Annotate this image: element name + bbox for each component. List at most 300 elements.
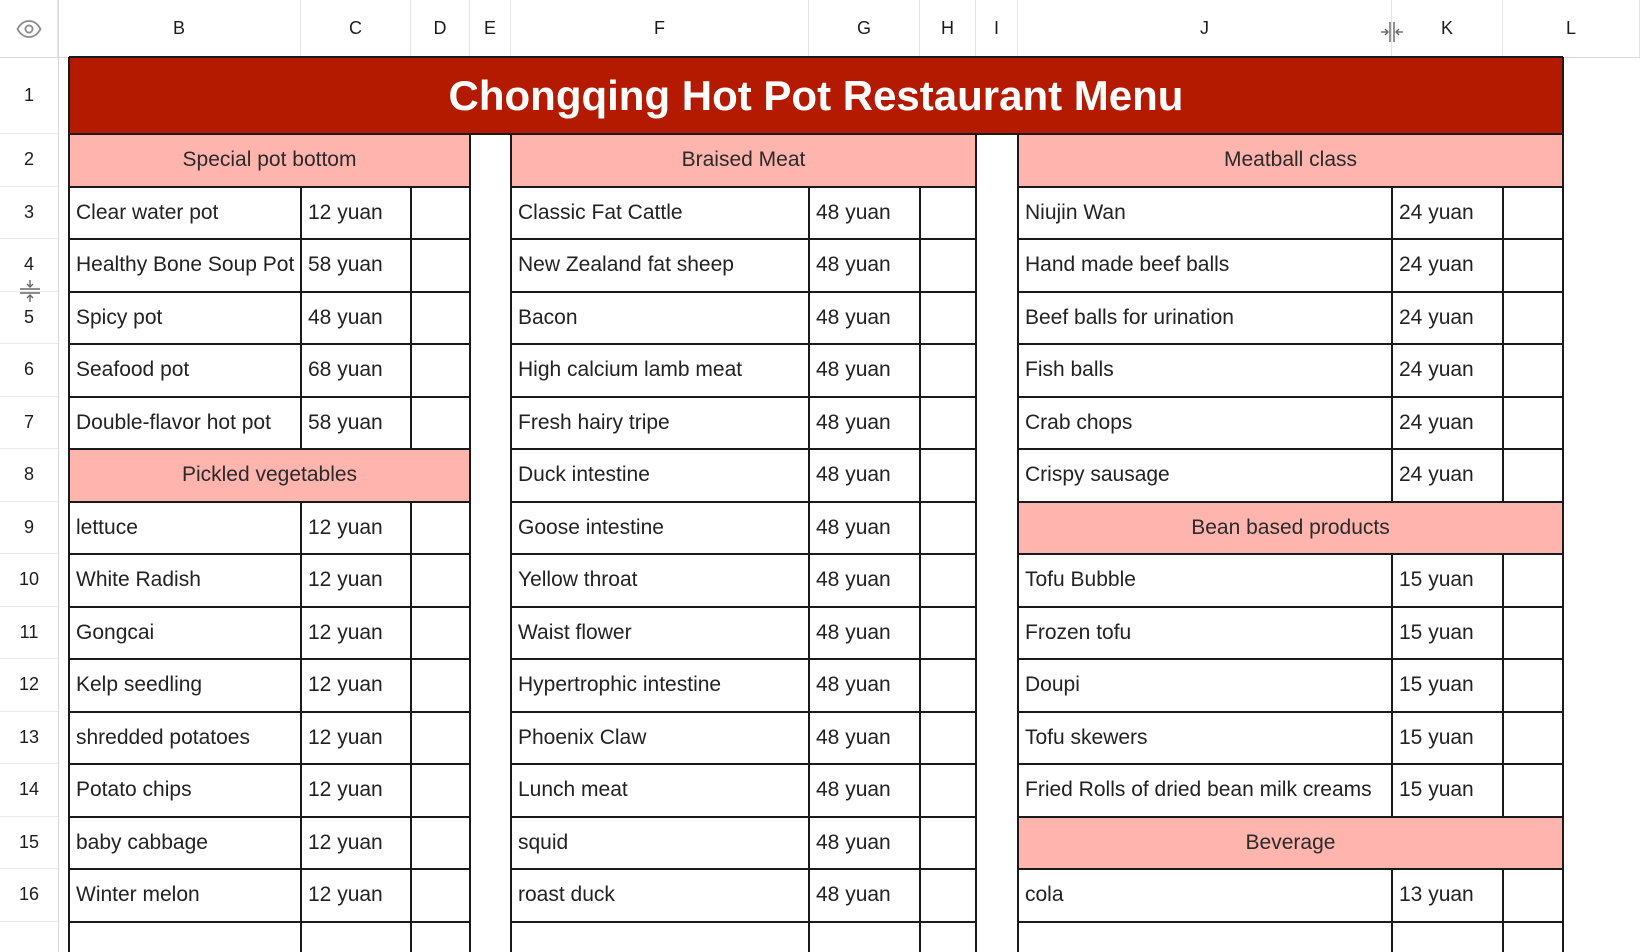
menu-item-price[interactable] xyxy=(301,712,411,765)
menu-item-name-text: Goose intestine xyxy=(518,515,664,539)
grid-line xyxy=(511,921,976,923)
grid-line xyxy=(300,187,302,450)
menu-item-name[interactable] xyxy=(511,344,809,397)
empty-cell[interactable] xyxy=(920,397,976,450)
empty-cell[interactable] xyxy=(1503,187,1563,240)
menu-item-price-text: 48 yuan xyxy=(816,200,891,224)
menu-item-price[interactable] xyxy=(1392,292,1503,345)
menu-item-name-text: Tofu skewers xyxy=(1025,725,1148,749)
menu-item-price-text: 12 yuan xyxy=(308,620,383,644)
menu-item-name-text: Hand made beef balls xyxy=(1025,253,1230,277)
grid-line xyxy=(511,606,976,608)
menu-item-price-text: 48 yuan xyxy=(816,305,891,329)
menu-item-price-text: 48 yuan xyxy=(816,883,891,907)
menu-item-name-text: Frozen tofu xyxy=(1025,620,1132,644)
section-header-special-pot-bottom[interactable] xyxy=(69,134,470,187)
menu-title-cell[interactable] xyxy=(69,57,1563,134)
grid-line xyxy=(69,186,470,188)
section-header-bean-based-products-text: Bean based products xyxy=(1191,515,1390,539)
menu-item-price-text: 48 yuan xyxy=(816,620,891,644)
menu-item-price[interactable] xyxy=(301,554,411,607)
empty-cell[interactable] xyxy=(411,344,470,397)
menu-item-price-text: 24 yuan xyxy=(1399,410,1474,434)
empty-cell[interactable] xyxy=(1503,239,1563,292)
empty-cell[interactable] xyxy=(1503,869,1563,922)
menu-item-price[interactable] xyxy=(301,869,411,922)
menu-item-name-text: Potato chips xyxy=(76,778,192,802)
menu-item-price[interactable] xyxy=(1392,554,1503,607)
menu-item-price[interactable] xyxy=(809,659,920,712)
menu-item-price[interactable] xyxy=(301,659,411,712)
row-header-15[interactable]: 15 xyxy=(0,817,58,870)
menu-item-price[interactable] xyxy=(1392,659,1503,712)
menu-item-name-text: Waist flower xyxy=(518,620,632,644)
grid-line xyxy=(69,238,470,240)
menu-item-price-text: 48 yuan xyxy=(816,253,891,277)
menu-item-name[interactable] xyxy=(511,449,809,502)
menu-item-price[interactable] xyxy=(301,502,411,555)
row-header-12[interactable]: 12 xyxy=(0,659,58,712)
empty-cell[interactable] xyxy=(1503,449,1563,502)
empty-cell[interactable] xyxy=(411,292,470,345)
menu-item-price-text: 12 yuan xyxy=(308,515,383,539)
grid-line xyxy=(69,816,470,818)
menu-item-name[interactable] xyxy=(1018,344,1392,397)
menu-item-price-text: 12 yuan xyxy=(308,568,383,592)
grid-line xyxy=(1018,606,1563,608)
grid-line xyxy=(69,56,1563,58)
menu-item-price[interactable] xyxy=(809,292,920,345)
menu-item-name-text: Double-flavor hot pot xyxy=(76,410,271,434)
menu-item-price[interactable] xyxy=(809,712,920,765)
menu-item-name-text: Classic Fat Cattle xyxy=(518,200,683,224)
grid-line xyxy=(919,187,921,952)
section-header-meatball-class[interactable] xyxy=(1018,134,1563,187)
menu-item-name-text: shredded potatoes xyxy=(76,725,250,749)
grid-line xyxy=(1018,291,1563,293)
menu-item-price-text: 15 yuan xyxy=(1399,568,1474,592)
menu-item-name-text: Hypertrophic intestine xyxy=(518,673,722,697)
menu-item-price[interactable] xyxy=(1392,869,1503,922)
menu-item-name[interactable] xyxy=(69,239,301,292)
menu-item-price[interactable] xyxy=(809,764,920,817)
menu-item-price-text: 24 yuan xyxy=(1399,305,1474,329)
grid-line xyxy=(469,134,471,952)
menu-item-price[interactable] xyxy=(809,502,920,555)
grid-line xyxy=(69,343,470,345)
row-header-7[interactable]: 7 xyxy=(0,397,58,450)
menu-item-price[interactable] xyxy=(1392,397,1503,450)
empty-cell[interactable] xyxy=(1503,607,1563,660)
menu-item-name-text: Fresh hairy tripe xyxy=(518,410,670,434)
menu-item-name[interactable] xyxy=(69,607,301,660)
menu-item-price-text: 24 yuan xyxy=(1399,200,1474,224)
menu-item-price-text: 58 yuan xyxy=(308,253,383,277)
column-header-d[interactable]: D xyxy=(411,0,470,57)
menu-item-name[interactable] xyxy=(511,397,809,450)
menu-item-name[interactable] xyxy=(1018,659,1392,712)
menu-item-price[interactable] xyxy=(1392,607,1503,660)
menu-item-price-text: 48 yuan xyxy=(816,673,891,697)
grid-line xyxy=(69,711,470,713)
menu-item-name[interactable] xyxy=(69,187,301,240)
empty-cell[interactable] xyxy=(411,869,470,922)
menu-item-price-text: 48 yuan xyxy=(308,305,383,329)
menu-item-price-text: 58 yuan xyxy=(308,410,383,434)
grid-line xyxy=(69,448,470,450)
section-header-braised-meat[interactable] xyxy=(511,134,976,187)
empty-cell[interactable] xyxy=(1503,764,1563,817)
empty-cell[interactable] xyxy=(411,764,470,817)
empty-cell[interactable] xyxy=(411,397,470,450)
menu-item-name[interactable] xyxy=(511,607,809,660)
menu-item-price-text: 24 yuan xyxy=(1399,253,1474,277)
menu-item-price[interactable] xyxy=(809,554,920,607)
row-header-6[interactable]: 6 xyxy=(0,344,58,397)
menu-item-price-text: 15 yuan xyxy=(1399,673,1474,697)
menu-item-name[interactable] xyxy=(511,817,809,870)
menu-item-price-text: 48 yuan xyxy=(816,410,891,434)
grid-line xyxy=(511,396,976,398)
grid-line xyxy=(511,448,976,450)
menu-item-price-text: 15 yuan xyxy=(1399,778,1474,802)
menu-item-price-text: 48 yuan xyxy=(816,725,891,749)
row-header-11[interactable]: 11 xyxy=(0,607,58,660)
empty-cell[interactable] xyxy=(1503,292,1563,345)
empty-cell[interactable] xyxy=(920,187,976,240)
grid-line xyxy=(1018,763,1563,765)
menu-item-price-text: 15 yuan xyxy=(1399,725,1474,749)
menu-item-name[interactable] xyxy=(69,502,301,555)
menu-item-price-text: 13 yuan xyxy=(1399,883,1474,907)
grid-line xyxy=(808,187,810,952)
menu-item-name-text: Lunch meat xyxy=(518,778,628,802)
menu-item-name-text: Bacon xyxy=(518,305,578,329)
grid-line xyxy=(1018,396,1563,398)
section-header-beverage[interactable] xyxy=(1018,817,1563,870)
menu-item-name[interactable] xyxy=(69,554,301,607)
menu-item-name[interactable] xyxy=(1018,449,1392,502)
grid-line xyxy=(410,187,412,450)
menu-item-name-text: White Radish xyxy=(76,568,201,592)
menu-item-name[interactable] xyxy=(511,239,809,292)
grid-line xyxy=(1018,816,1563,818)
menu-item-price-text: 12 yuan xyxy=(308,830,383,854)
menu-item-price[interactable] xyxy=(809,449,920,502)
grid-line xyxy=(1018,448,1563,450)
menu-item-price-text: 48 yuan xyxy=(816,568,891,592)
grid-line xyxy=(511,291,976,293)
menu-item-name[interactable] xyxy=(69,869,301,922)
menu-item-price-text: 24 yuan xyxy=(1399,463,1474,487)
menu-item-name-text: cola xyxy=(1025,883,1064,907)
empty-cell[interactable] xyxy=(920,607,976,660)
menu-item-name-text: squid xyxy=(518,830,569,854)
menu-item-name-text: Fried Rolls of dried bean milk creams xyxy=(1025,778,1372,802)
menu-item-name[interactable] xyxy=(1018,712,1392,765)
menu-item-name[interactable] xyxy=(511,869,809,922)
empty-cell[interactable] xyxy=(1503,659,1563,712)
menu-item-name[interactable] xyxy=(1018,187,1392,240)
grid-line xyxy=(511,501,976,503)
column-header-h[interactable]: H xyxy=(920,0,976,57)
grid-line xyxy=(511,711,976,713)
empty-cell[interactable] xyxy=(1503,554,1563,607)
column-header-c[interactable]: C xyxy=(301,0,411,57)
menu-item-name-text: Crispy sausage xyxy=(1025,463,1170,487)
menu-item-name[interactable] xyxy=(1018,292,1392,345)
menu-item-name-text: Winter melon xyxy=(76,883,200,907)
grid-line xyxy=(1018,553,1563,555)
row-header-2[interactable]: 2 xyxy=(0,134,58,187)
menu-item-name[interactable] xyxy=(69,659,301,712)
empty-cell[interactable] xyxy=(920,502,976,555)
menu-item-name-text: Seafood pot xyxy=(76,358,190,382)
menu-item-name-text: Healthy Bone Soup Pot xyxy=(76,253,295,277)
menu-item-price-text: 12 yuan xyxy=(308,883,383,907)
grid-line xyxy=(1502,869,1504,952)
select-all-corner[interactable] xyxy=(0,0,58,57)
menu-item-price[interactable] xyxy=(1392,764,1503,817)
row-header-5[interactable]: 5 xyxy=(0,292,58,345)
menu-item-name-text: Crab chops xyxy=(1025,410,1133,434)
empty-cell[interactable] xyxy=(411,659,470,712)
empty-cell[interactable] xyxy=(1503,397,1563,450)
menu-item-price-text: 68 yuan xyxy=(308,358,383,382)
empty-cell[interactable] xyxy=(920,344,976,397)
row-header-8[interactable]: 8 xyxy=(0,449,58,502)
grid-line xyxy=(975,134,977,952)
grid-line xyxy=(510,134,512,952)
menu-item-name-text: Duck intestine xyxy=(518,463,650,487)
section-header-braised-meat-text: Braised Meat xyxy=(681,148,806,172)
empty-cell[interactable] xyxy=(920,817,976,870)
grid-line xyxy=(1018,343,1563,345)
grid-line xyxy=(511,343,976,345)
eye-icon[interactable] xyxy=(16,20,42,38)
menu-item-price[interactable] xyxy=(301,607,411,660)
menu-item-name[interactable] xyxy=(69,817,301,870)
menu-item-price[interactable] xyxy=(809,344,920,397)
empty-cell[interactable] xyxy=(411,187,470,240)
grid-line xyxy=(511,658,976,660)
menu-item-name[interactable] xyxy=(1018,239,1392,292)
empty-cell[interactable] xyxy=(920,659,976,712)
grid-line xyxy=(68,57,70,952)
column-header-l[interactable]: L xyxy=(1503,0,1640,57)
grid-line xyxy=(69,763,470,765)
empty-cell[interactable] xyxy=(411,239,470,292)
empty-cell[interactable] xyxy=(1503,712,1563,765)
empty-cell[interactable] xyxy=(411,607,470,660)
menu-item-price[interactable] xyxy=(301,817,411,870)
empty-cell[interactable] xyxy=(920,869,976,922)
grid-line xyxy=(69,396,470,398)
grid-line xyxy=(1018,238,1563,240)
menu-item-name[interactable] xyxy=(511,292,809,345)
grid-line xyxy=(511,186,976,188)
empty-cell[interactable] xyxy=(411,817,470,870)
menu-item-name-text: Spicy pot xyxy=(76,305,163,329)
empty-cell[interactable] xyxy=(1503,344,1563,397)
menu-item-price-text: 48 yuan xyxy=(816,515,891,539)
menu-item-price-text: 15 yuan xyxy=(1399,620,1474,644)
column-header-k[interactable]: K xyxy=(1392,0,1503,57)
grid-line xyxy=(1502,554,1504,817)
row-header-13[interactable]: 13 xyxy=(0,712,58,765)
row-resize-icon[interactable] xyxy=(17,278,43,304)
section-header-pickled-vegetables-text: Pickled vegetables xyxy=(181,463,358,487)
menu-item-price[interactable] xyxy=(1392,239,1503,292)
menu-item-name[interactable] xyxy=(1018,397,1392,450)
menu-item-name[interactable] xyxy=(69,292,301,345)
row-header-10[interactable]: 10 xyxy=(0,554,58,607)
menu-item-name-text: Tofu Bubble xyxy=(1025,568,1136,592)
grid-line xyxy=(1018,711,1563,713)
menu-item-name[interactable] xyxy=(69,712,301,765)
row-header-9[interactable]: 9 xyxy=(0,502,58,555)
grid-line xyxy=(511,238,976,240)
grid-line xyxy=(69,658,470,660)
empty-cell[interactable] xyxy=(920,712,976,765)
menu-item-price[interactable] xyxy=(1392,344,1503,397)
menu-item-name-text: High calcium lamb meat xyxy=(518,358,743,382)
grid-line xyxy=(300,502,302,952)
row-header-4[interactable]: 4 xyxy=(0,239,58,292)
menu-item-name-text: Niujin Wan xyxy=(1025,200,1126,224)
menu-item-price[interactable] xyxy=(301,239,411,292)
menu-item-price[interactable] xyxy=(1392,187,1503,240)
menu-item-name[interactable] xyxy=(511,764,809,817)
menu-item-price[interactable] xyxy=(301,397,411,450)
menu-item-price[interactable] xyxy=(1392,449,1503,502)
grid-line xyxy=(69,553,470,555)
section-header-bean-based-products[interactable] xyxy=(1018,502,1563,555)
grid-line xyxy=(1017,134,1019,952)
menu-item-name[interactable] xyxy=(1018,869,1392,922)
menu-item-price[interactable] xyxy=(809,817,920,870)
section-header-beverage-text: Beverage xyxy=(1245,830,1336,854)
column-header-j[interactable]: J xyxy=(1018,0,1392,57)
menu-item-price[interactable] xyxy=(809,187,920,240)
menu-item-name[interactable] xyxy=(1018,554,1392,607)
menu-title-cell-text: Chongqing Hot Pot Restaurant Menu xyxy=(448,71,1184,119)
menu-item-name-text: Phoenix Claw xyxy=(518,725,647,749)
menu-item-name-text: Beef balls for urination xyxy=(1025,305,1234,329)
menu-item-price-text: 48 yuan xyxy=(816,358,891,382)
empty-cell[interactable] xyxy=(920,449,976,502)
section-header-special-pot-bottom-text: Special pot bottom xyxy=(182,148,357,172)
menu-item-price-text: 48 yuan xyxy=(816,778,891,802)
grid-line xyxy=(410,502,412,952)
grid-line xyxy=(69,868,470,870)
grid-line xyxy=(511,553,976,555)
grid-line xyxy=(1391,869,1393,952)
row-header-3[interactable]: 3 xyxy=(0,187,58,240)
column-header-b[interactable]: B xyxy=(58,0,301,57)
row-header-14[interactable]: 14 xyxy=(0,764,58,817)
empty-cell[interactable] xyxy=(920,292,976,345)
menu-item-name-text: lettuce xyxy=(76,515,138,539)
menu-item-name[interactable] xyxy=(1018,764,1392,817)
menu-item-name-text: roast duck xyxy=(518,883,615,907)
empty-cell[interactable] xyxy=(920,239,976,292)
section-header-meatball-class-text: Meatball class xyxy=(1223,148,1358,172)
menu-item-price-text: 48 yuan xyxy=(816,463,891,487)
column-header-g[interactable]: G xyxy=(809,0,920,57)
grid-line xyxy=(1018,501,1563,503)
menu-item-name[interactable] xyxy=(511,187,809,240)
menu-item-price-text: 12 yuan xyxy=(308,200,383,224)
grid-line xyxy=(69,921,470,923)
menu-item-name-text: baby cabbage xyxy=(76,830,208,854)
menu-item-name-text: Gongcai xyxy=(76,620,155,644)
empty-cell[interactable] xyxy=(411,502,470,555)
row-header-16[interactable]: 16 xyxy=(0,869,58,922)
menu-item-price-text: 12 yuan xyxy=(308,725,383,749)
menu-item-name[interactable] xyxy=(511,502,809,555)
menu-item-name-text: New Zealand fat sheep xyxy=(518,253,734,277)
row-header-divider xyxy=(58,0,59,952)
menu-item-price[interactable] xyxy=(809,869,920,922)
grid-line xyxy=(69,291,470,293)
column-header-i[interactable]: I xyxy=(976,0,1018,57)
menu-item-name[interactable] xyxy=(511,712,809,765)
grid-line xyxy=(511,868,976,870)
menu-item-price-text: 12 yuan xyxy=(308,673,383,697)
section-header-pickled-vegetables[interactable] xyxy=(69,449,470,502)
menu-item-price-text: 24 yuan xyxy=(1399,358,1474,382)
grid-line xyxy=(511,763,976,765)
row-header-1[interactable]: 1 xyxy=(0,57,58,134)
grid-line xyxy=(1018,658,1563,660)
menu-item-name[interactable] xyxy=(69,764,301,817)
empty-cell[interactable] xyxy=(411,712,470,765)
grid-line xyxy=(69,133,1563,135)
menu-item-price-text: 48 yuan xyxy=(816,830,891,854)
grid-line xyxy=(1018,868,1563,870)
menu-item-price[interactable] xyxy=(301,187,411,240)
grid-line xyxy=(1018,921,1563,923)
empty-cell[interactable] xyxy=(920,554,976,607)
menu-item-price[interactable] xyxy=(301,292,411,345)
menu-item-name-text: Doupi xyxy=(1025,673,1080,697)
menu-item-price[interactable] xyxy=(809,397,920,450)
menu-item-price[interactable] xyxy=(1392,712,1503,765)
menu-item-price[interactable] xyxy=(809,607,920,660)
empty-cell[interactable] xyxy=(411,554,470,607)
menu-item-name-text: Clear water pot xyxy=(76,200,219,224)
menu-item-name-text: Kelp seedling xyxy=(76,673,203,697)
menu-item-name[interactable] xyxy=(1018,607,1392,660)
grid-line xyxy=(1018,186,1563,188)
column-header-f[interactable]: F xyxy=(511,0,809,57)
column-header-e[interactable]: E xyxy=(470,0,511,57)
column-resize-icon[interactable] xyxy=(1379,19,1405,45)
grid-line xyxy=(1562,57,1564,952)
menu-item-name[interactable] xyxy=(69,344,301,397)
menu-item-name[interactable] xyxy=(511,554,809,607)
grid-line xyxy=(1391,554,1393,817)
menu-item-price[interactable] xyxy=(301,344,411,397)
menu-item-name[interactable] xyxy=(511,659,809,712)
menu-item-name-text: Fish balls xyxy=(1025,358,1114,382)
empty-cell[interactable] xyxy=(920,764,976,817)
menu-item-price[interactable] xyxy=(301,764,411,817)
grid-line xyxy=(69,501,470,503)
menu-item-price[interactable] xyxy=(809,239,920,292)
menu-item-name[interactable] xyxy=(69,397,301,450)
